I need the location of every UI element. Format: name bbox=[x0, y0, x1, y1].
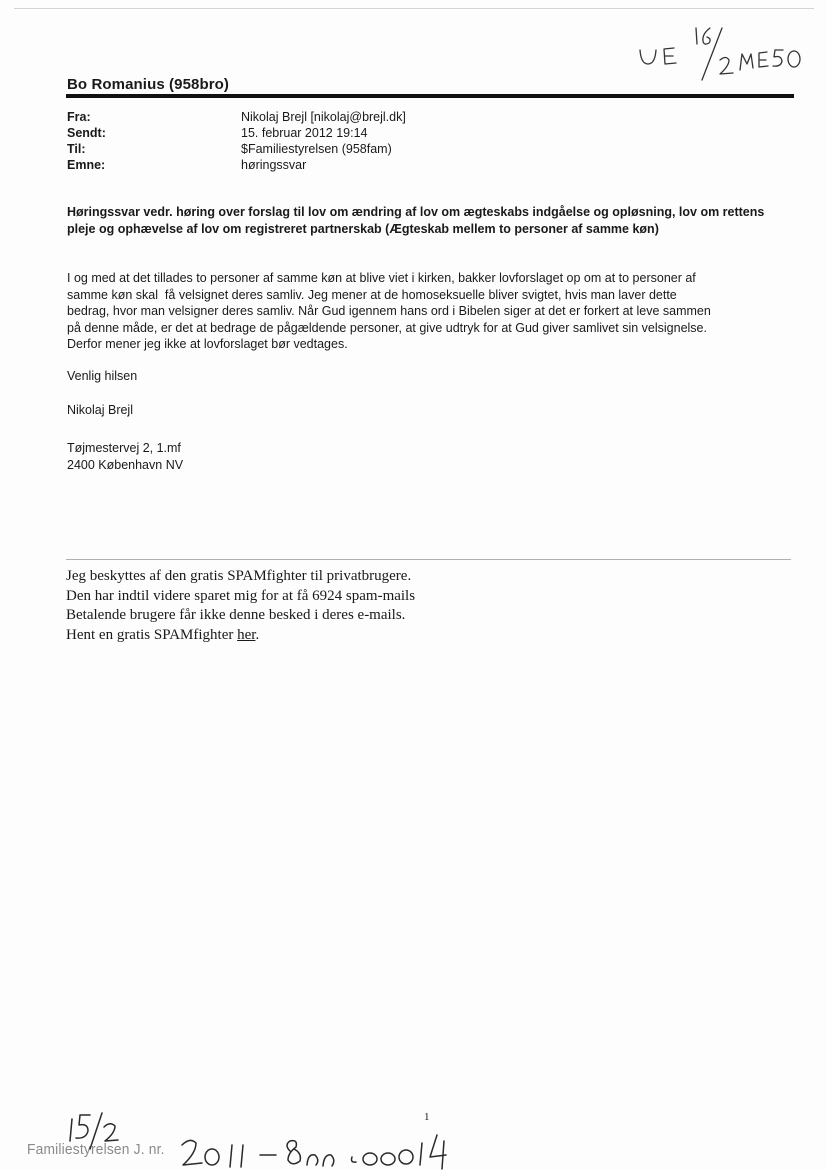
meta-label: Til: bbox=[67, 142, 86, 156]
page-number: 1 bbox=[424, 1111, 430, 1123]
header-rule bbox=[66, 94, 794, 98]
meta-row-from bbox=[67, 109, 787, 125]
meta-label: Fra: bbox=[67, 110, 91, 124]
body-line: I og med at det tillades to personer af samme køn at blive viet i kirken, bakker lovforslaget op om at to personer af bbox=[67, 271, 696, 285]
mailbox-owner: Bo Romanius (958bro) bbox=[67, 76, 230, 93]
meta-label: Sendt: bbox=[67, 126, 106, 140]
spam-line: Den har indtil videre sparet mig for at få 6924 spam-mails bbox=[66, 587, 416, 604]
meta-row-to bbox=[67, 141, 787, 157]
meta-value-subject: høringssvar bbox=[241, 158, 307, 172]
spam-line: Jeg beskyttes af den gratis SPAMfighter til privatbrugere. bbox=[66, 568, 412, 584]
spam-line-suffix: . bbox=[255, 626, 260, 643]
meta-label: Emne: bbox=[67, 158, 106, 172]
body-line: Derfor mener jeg ikke at lovforslaget bør vedtages. bbox=[67, 337, 348, 351]
handwritten-case-number bbox=[50, 1105, 470, 1170]
footer-divider bbox=[66, 559, 791, 560]
signer-name: Nikolaj Brejl bbox=[67, 403, 133, 417]
spamfighter-link[interactable]: her bbox=[237, 626, 256, 643]
body-line: samme køn skal få velsignet deres samliv. Jeg mener at de homoseksuelle bliver svigtet, hvis man laver dette bbox=[67, 287, 677, 302]
journal-stamp-label: Familiestyrelsen J. nr. bbox=[27, 1141, 165, 1158]
handwritten-top-annotation bbox=[636, 22, 806, 82]
signer-address bbox=[67, 440, 183, 473]
email-meta bbox=[67, 109, 787, 173]
address-line: Tøjmestervej 2, 1.mf bbox=[67, 441, 181, 455]
body-line: på denne måde, er det at bedrage de pågældende personer, at give udtryk for at Gud giver samlivet sin velsignelse. bbox=[67, 320, 707, 335]
address-line: 2400 København NV bbox=[67, 457, 184, 472]
meta-value-to: $Familiestyrelsen (958fam) bbox=[241, 142, 392, 156]
closing: Venlig hilsen bbox=[67, 369, 138, 383]
top-divider bbox=[14, 8, 814, 9]
email-body bbox=[67, 270, 789, 353]
spam-line bbox=[66, 626, 415, 646]
spam-line-text: Hent en gratis SPAMfighter bbox=[66, 626, 238, 643]
spam-line: Betalende brugere får ikke denne besked i deres e-mails. bbox=[66, 607, 406, 623]
meta-row-sent bbox=[67, 125, 787, 141]
email-subject-heading: Høringssvar vedr. høring over forslag til lov om ændring af lov om ægteskabs indgåelse og opløsning, lov om rettens pleje og ophævelse af lov om registreret partnerskab (Ægteskab mellem to personer af samme køn) bbox=[67, 205, 765, 236]
meta-value-sent: 15. februar 2012 19:14 bbox=[241, 126, 368, 140]
meta-row-subject bbox=[67, 157, 787, 173]
body-line: bedrag, hvor man velsigner deres samliv. Når Gud igennem hans ord i Bibelen siger at det er forkert at leve sammen bbox=[67, 304, 711, 318]
meta-value-from: Nikolaj Brejl [nikolaj@brejl.dk] bbox=[241, 110, 406, 124]
spamfighter-footer bbox=[66, 567, 415, 645]
